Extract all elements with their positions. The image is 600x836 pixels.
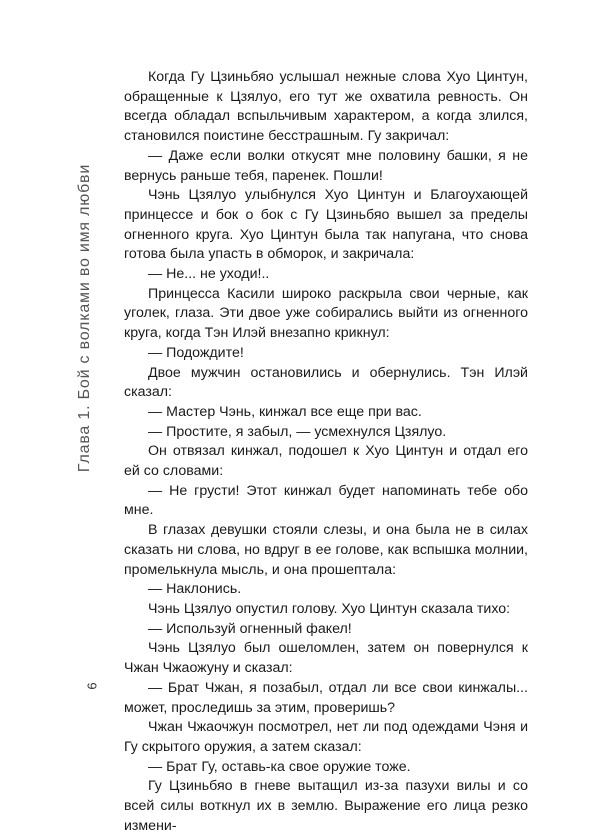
- paragraph: Двое мужчин остановились и обернулись. Тэн Илэй сказал:: [124, 364, 528, 401]
- paragraph: — Используй огненный факел!: [148, 620, 352, 637]
- paragraph: Чэнь Цзялуо улыбнулся Хуо Цинтун и Благоухающей принцессе и бок о бок с Гу Цзиньбяо вышел за пределы огненного круга. Хуо Цинтун была так напугана, что снова готова была упасть в обморок, и закричала:: [124, 187, 528, 263]
- body-text: [124, 68, 528, 836]
- paragraph: Принцесса Касили широко раскрыла свои черные, как уголек, глаза. Эти двое уже собирались выйти из огненного круга, когда Тэн Илэй внезапно крикнул:: [124, 285, 528, 342]
- paragraph: — Подождите!: [148, 344, 244, 361]
- paragraph: Он отвязал кинжал, подошел к Хуо Цинтун и отдал его ей со словами:: [124, 443, 528, 480]
- paragraph: — Простите, я забыл, — усмехнулся Цзялуо.: [148, 423, 447, 440]
- paragraph: — Не... не уходи!..: [148, 266, 270, 283]
- paragraph: — Даже если волки откусят мне половину башки, я не вернусь раньше тебя, паренек. Пошли!: [124, 147, 528, 184]
- paragraph: — Брат Чжан, я позабыл, отдал ли все свои кинжалы... может, проследишь за этим, проверишь?: [124, 679, 528, 716]
- chapter-title: Глава 1. Бой с волками во имя любви: [76, 163, 93, 473]
- paragraph: Гу Цзиньбяо в гневе вытащил из-за пазухи вилы и со всей силы воткнул их в землю. Выражение его лица резко измени-: [124, 778, 528, 834]
- page-number-label: 6: [84, 682, 100, 690]
- paragraph: — Не грусти! Этот кинжал будет напоминать тебе обо мне.: [124, 482, 528, 519]
- paragraph: — Наклонись.: [148, 581, 242, 598]
- paragraph: Чэнь Цзялуо опустил голову. Хуо Цинтун сказала тихо:: [148, 600, 511, 617]
- paragraph: — Мастер Чэнь, кинжал все еще при вас.: [148, 403, 422, 420]
- paragraph: Чэнь Цзялуо был ошеломлен, затем он повернулся к Чжан Чжаожуну и сказал:: [124, 640, 528, 677]
- paragraph: В глазах девушки стояли слезы, и она была не в силах сказать ни слова, но вдруг в ее голове, как вспышка молнии, промелькнула мысль, и она прошептала:: [124, 522, 528, 578]
- paragraph: — Брат Гу, оставь-ка свое оружие тоже.: [148, 758, 411, 775]
- paragraph: Когда Гу Цзиньбяо услышал нежные слова Хуо Цинтун, обращенные к Цзялуо, его тут же охватила ревность. Он всегда обладал вспыльчивым характером, а когда злился, становился поистине бесстрашным. Гу закричал:: [124, 69, 528, 145]
- paragraph: Чжан Чжаочжун посмотрел, нет ли под одеждами Чэня и Гу скрытого оружия, а затем сказал:: [124, 719, 528, 755]
